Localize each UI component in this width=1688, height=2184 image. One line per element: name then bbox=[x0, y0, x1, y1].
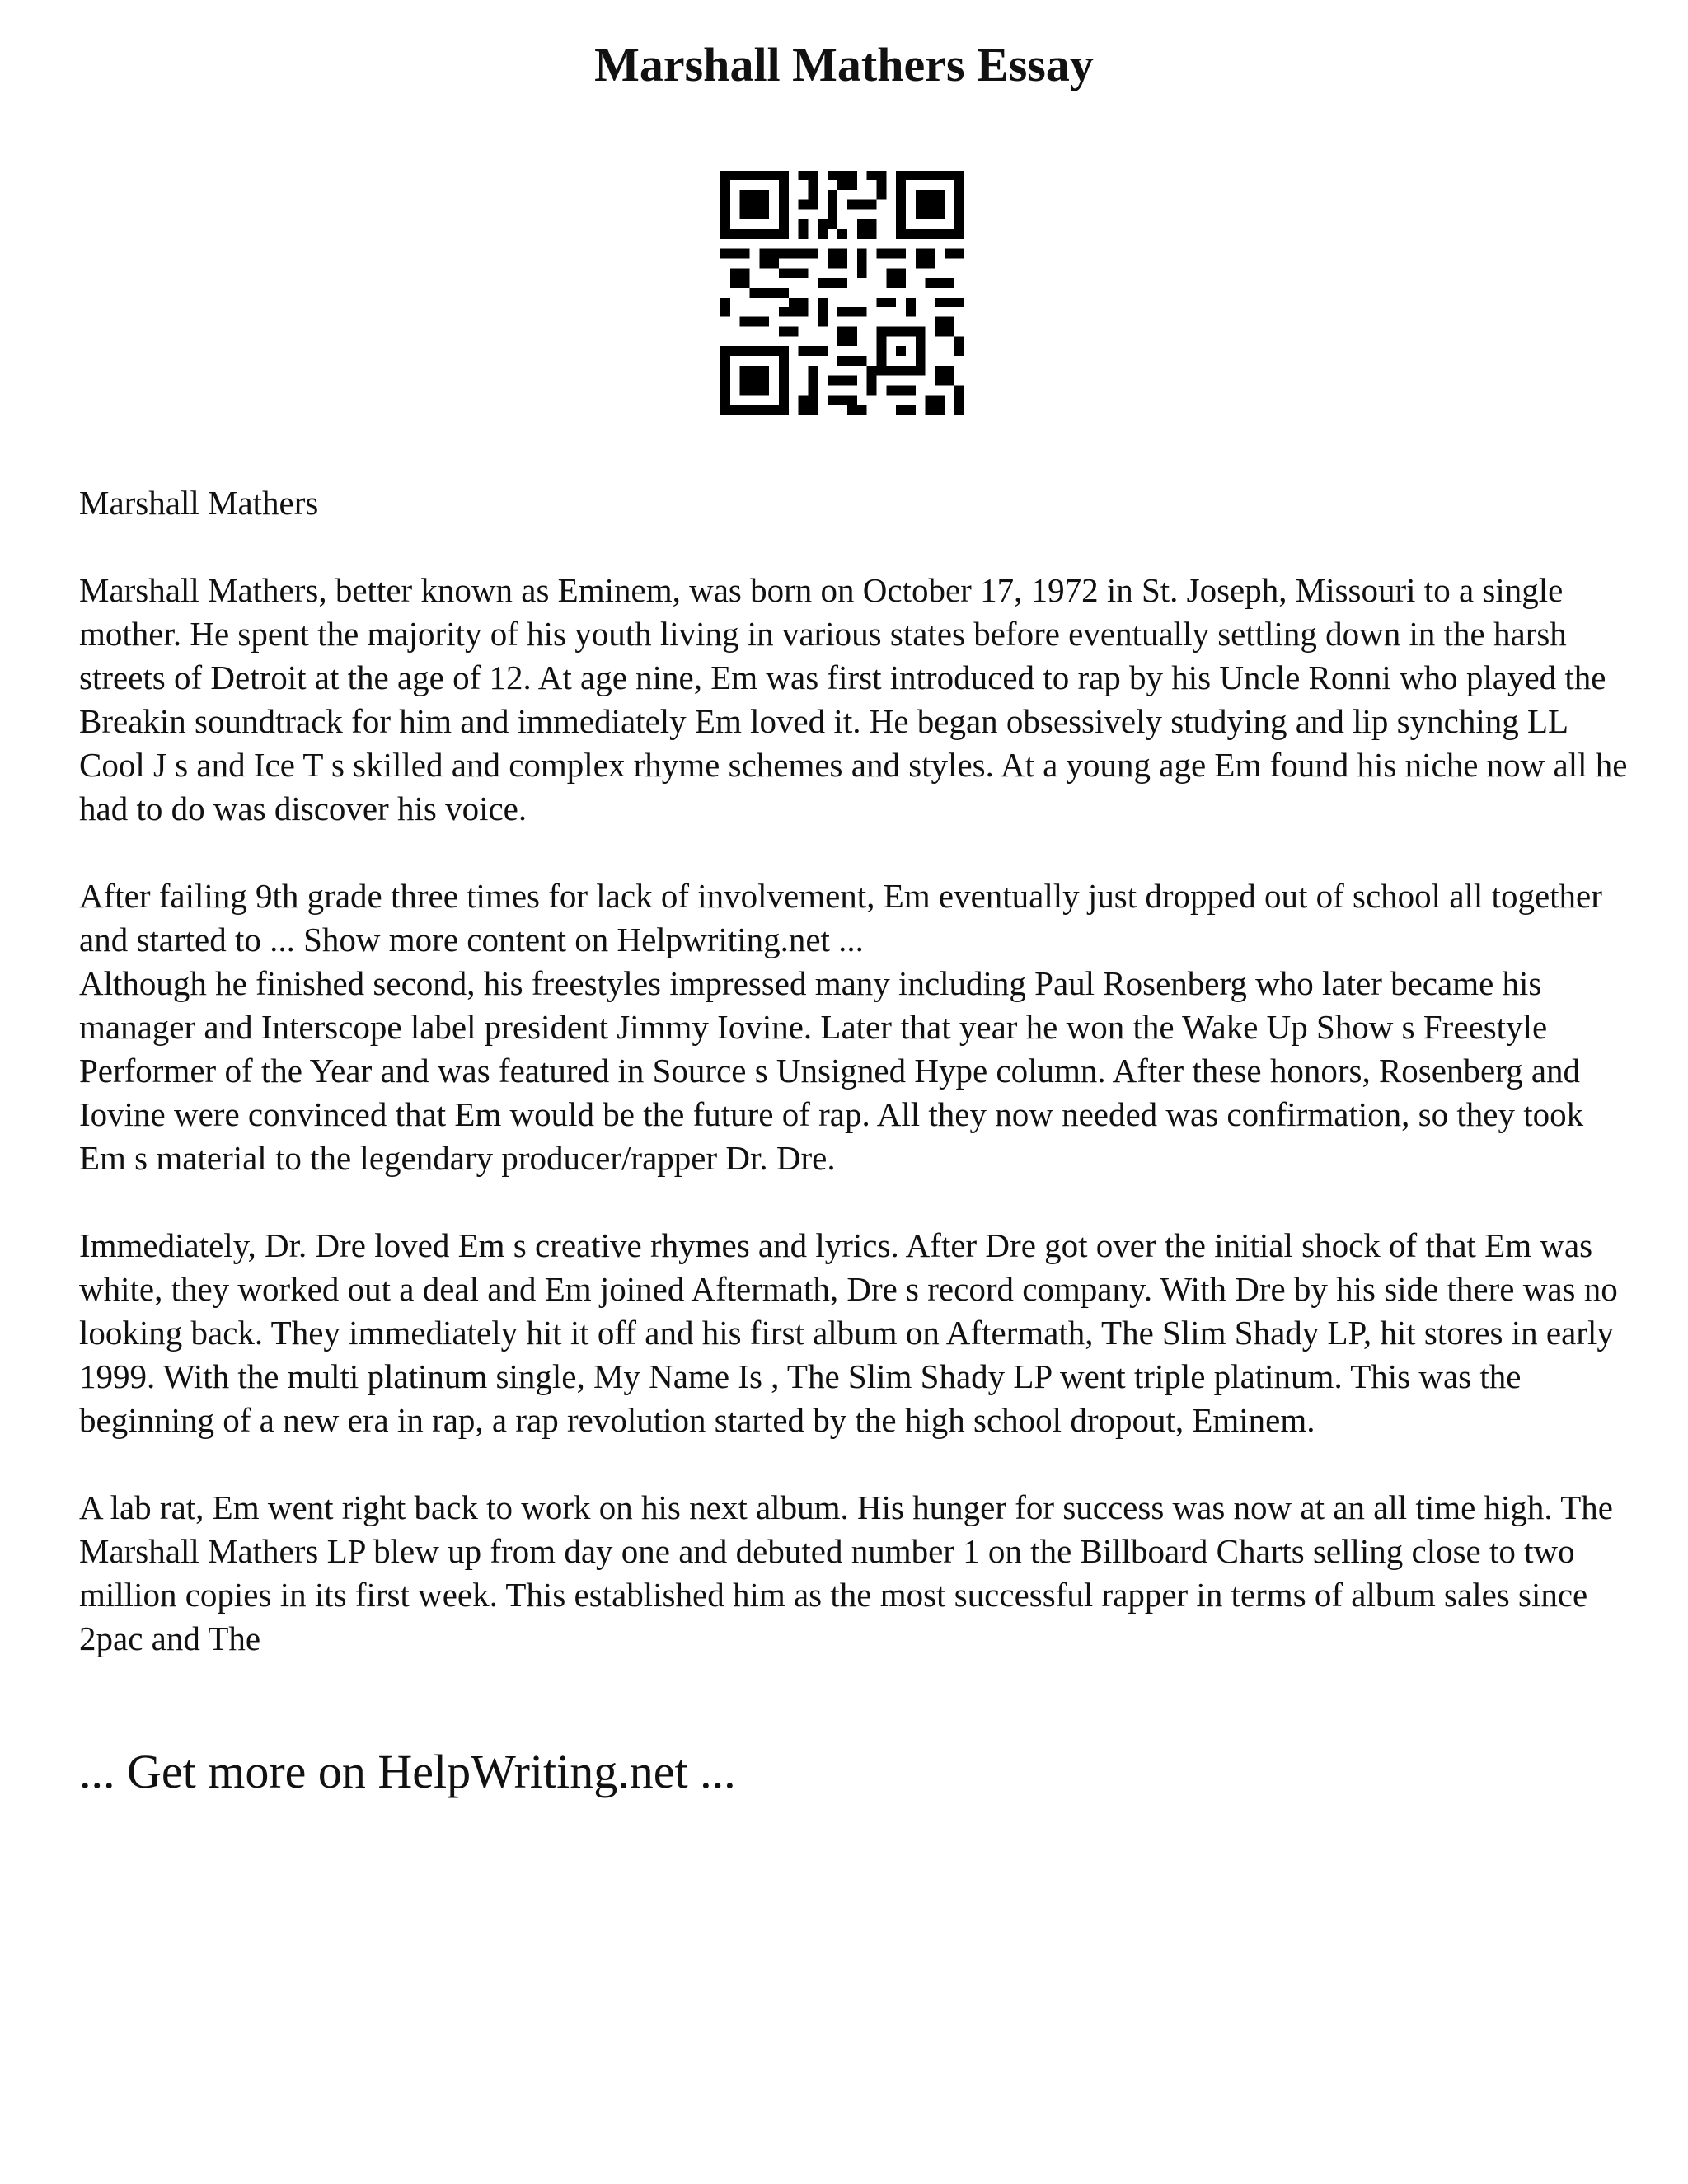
paragraph-1: Marshall Mathers, better known as Eminem, was born on October 17, 1972 in St. Joseph, Missouri to a single mother. He spent the majority of his youth living in various states before eventually settling down in the harsh streets of Detroit at the age of 12. At age nine, Em was first introduced to rap by his Uncle Ronni who played the Breakin soundtrack for him and immediately Em loved it. He began obsessively studying and lip synching LL Cool J s and Ice T s skilled and complex rhyme schemes and styles. At a young age Em found his niche now all he had to do was discover his voice. bbox=[79, 571, 1628, 827]
essay-body bbox=[79, 481, 1629, 1704]
page-title: Marshall Mathers Essay bbox=[594, 38, 1094, 91]
paragraph-4: Immediately, Dr. Dre loved Em s creative rhymes and lyrics. After Dre got over the initial shock of that Em was white, they worked out a deal and Em joined Aftermath, Dre s record company. With Dre by his side there was no looking back. They immediately hit it off and his first album on Aftermath, The Slim Shady LP, hit stores in early 1999. With the multi platinum single, My Name Is , The Slim Shady LP went triple platinum. This was the beginning of a new era in rap, a rap revolution started by the high school dropout, Eminem. bbox=[79, 1226, 1618, 1439]
paragraph-2: After failing 9th grade three times for lack of involvement, Em eventually just dropped out of school all together and started to ... Show more content on Helpwriting.net ... bbox=[79, 877, 1602, 958]
essay-heading: Marshall Mathers bbox=[79, 484, 319, 522]
qr-code-icon bbox=[720, 171, 964, 415]
paragraph-3: Although he finished second, his freestyles impressed many including Paul Rosenberg who later became his manager and Interscope label president Jimmy Iovine. Later that year he won the Wake Up Show s Freestyle Performer of the Year and was featured in Source s Unsigned Hype column. After these honors, Rosenberg and Iovine were convinced that Em would be the future of rap. All they now needed was confirmation, so they took Em s material to the legendary producer/rapper Dr. Dre. bbox=[79, 964, 1584, 1177]
get-more-link[interactable]: ... Get more on HelpWriting.net ... bbox=[79, 1745, 736, 1798]
paragraph-5: A lab rat, Em went right back to work on his next album. His hunger for success was now at an all time high. The Marshall Mathers LP blew up from day one and debuted number 1 on the Billboard Charts selling close to two million copies in its first week. This established him as the most successful rapper in terms of album sales since 2pac and The bbox=[79, 1488, 1613, 1657]
